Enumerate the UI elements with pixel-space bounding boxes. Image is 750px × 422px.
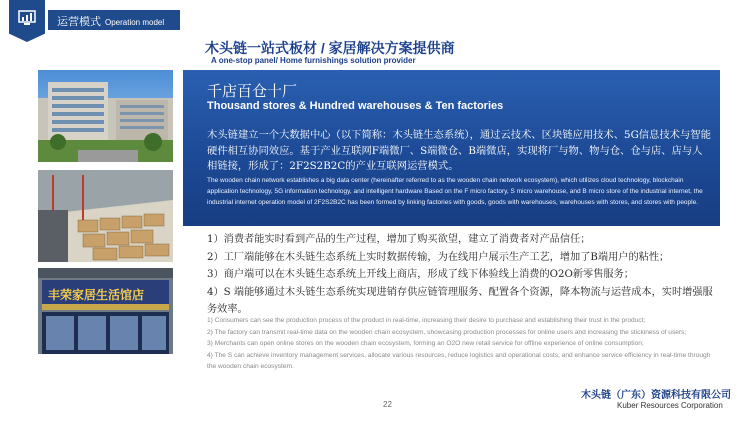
storefront-image [38,268,173,354]
panel-title-cn: 千店百仓十厂 [207,83,298,100]
panel-body-en: The wooden chain network establishes a big data center (hereinafter referred to as the wooden chain network ecosystem), which utilizes cloud technology, blockchain application technology, 5G information technology, and intelligent hardware Based on the F micro factory, S micro warehouse, and B micro store of the industrial internet, the industrial internet operation model of 2F2S2B2C has been formed by linking factories with goods, goods with warehouses, warehouses with stores, and stores with people. [207,177,703,206]
page-title: 木头链一站式板材 / 家居解决方案提供商 [205,40,455,56]
list-item: 3）商户端可以在木头链生态系统上开线上商店，形成了线下体验线上消费的O2O新零售服务； [207,269,634,280]
storefront-sign: 丰荣家居生活馆店 [48,288,145,302]
points-list-cn [207,231,715,319]
section-header-label [57,13,164,29]
list-item: 1）消费者能实时看到产品的生产过程，增加了购买欲望，建立了消费者对产品信任； [207,234,591,245]
list-item: 3) Merchants can open online stores on the wooden chain ecosystem, forming an O2O new retail service for offline experience of online consumption; [207,340,644,348]
page-subtitle: A one-stop panel/ Home furnishings solution provider [211,56,416,65]
list-item: 2) The factory can transmit real-time data on the wooden chain ecosystem, showcasing production processes for online users and increasing the stickiness of users; [207,328,687,336]
panel-title-en: Thousand stores & Hundred warehouses & Ten factories [207,100,504,112]
section-header-cn: 运营模式 [57,16,101,28]
office-building-image [38,70,173,162]
list-item: 1) Consumers can see the production process of the product in real-time, increasing their desire to purchase and establishing their trust in the product; [207,317,646,324]
warehouse-image [38,170,173,262]
section-badge [9,0,45,42]
chart-icon [18,10,36,26]
page-number: 22 [383,400,392,409]
panel-body-cn: 木头链建立一个大数据中心（以下简称：木头链生态系统），通过云技术、区块链应用技术、5G信息技术与智能硬件相互协同效应。基于产业互联网F端微厂、S端微仓、B端微店，实现将厂与物、物与仓、仓与店、店与人相链接，形成了：2F2S2B2C的产业互联网运营模式。 [207,129,711,172]
list-item: 4) The S can achieve inventory management services, allocate various resources, reduce logistics and operational costs, and enhance service efficiency in real-time through the wooden chain ecosystem. [207,351,711,371]
list-item: 2）工厂端能够在木头链生态系统上实时数据传输，为在线用户展示生产工艺，增加了B端用户的粘性； [207,251,670,263]
points-list-en [207,315,715,373]
company-name-en: Kuber Resources Corporation [617,401,723,410]
company-name-cn: 木头链（广东）资源科技有限公司 [581,390,731,401]
section-header-en: Operation model [105,18,165,27]
list-item: 4）S 端能够通过木头链生态系统实现进销存供应链管理服务、配置各个资源，降本物流与运营成本，实时增强服务效率。 [207,286,713,315]
